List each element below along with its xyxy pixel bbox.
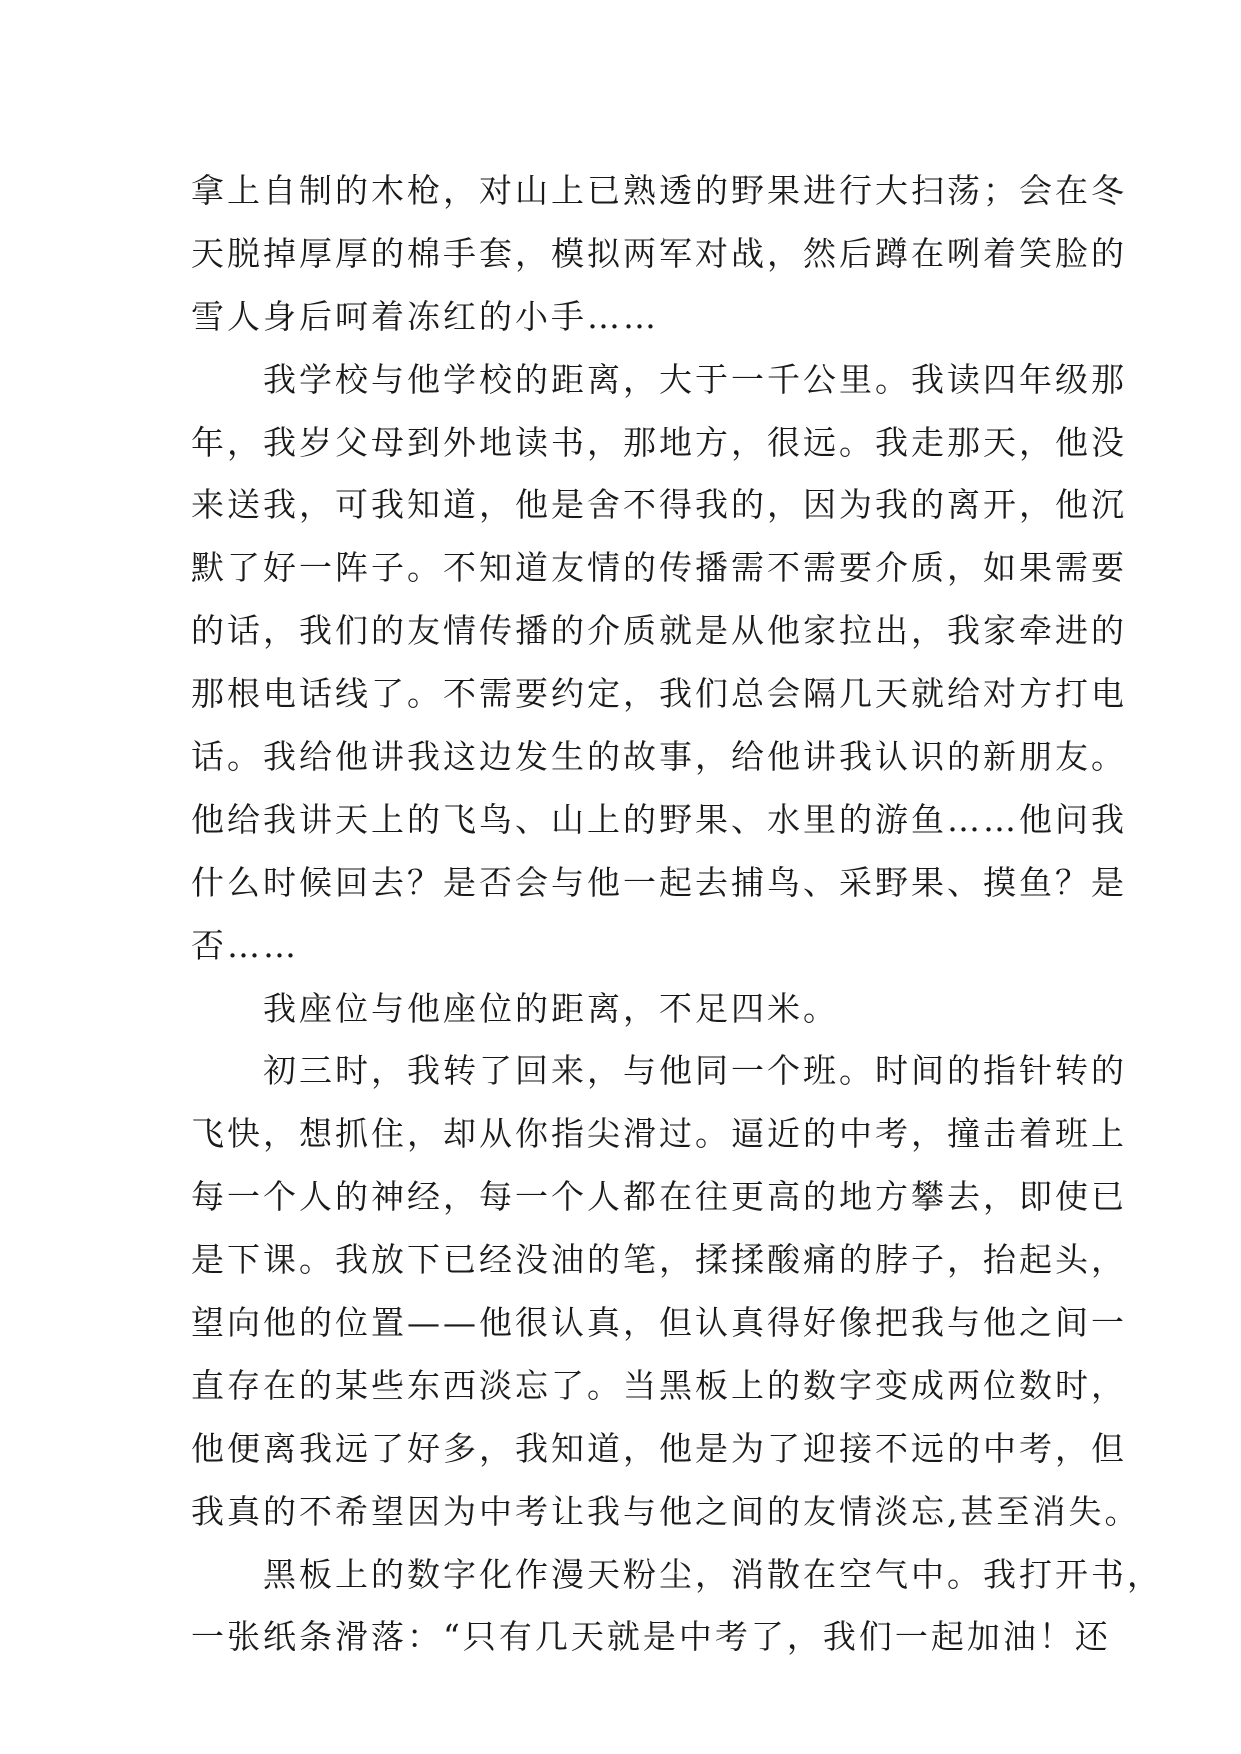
paragraph-first-line: 我座位与他座位的距离，不足四米。: [263, 988, 839, 1028]
text-line: 望向他的位置——他很认真，但认真得好像把我与他之间一: [191, 1303, 1127, 1343]
paragraph-first-line: 黑板上的数字化作漫天粉尘，消散在空气中。我打开书，: [263, 1554, 1163, 1594]
text-line: 什么时候回去？是否会与他一起去捕鸟、采野果、摸鱼？是: [191, 862, 1127, 902]
text-line: 是下课。我放下已经没油的笔，揉揉酸痛的脖子，抬起头，: [191, 1240, 1127, 1280]
text-line: 来送我，可我知道，他是舍不得我的，因为我的离开，他沉: [191, 485, 1127, 525]
text-line: 天脱掉厚厚的棉手套，模拟两军对战，然后蹲在咧着笑脸的: [191, 233, 1127, 273]
text-line: 我真的不希望因为中考让我与他之间的友情淡忘,甚至消失。: [191, 1491, 1141, 1531]
text-line: 一张纸条滑落：“只有几天就是中考了，我们一起加油！还: [191, 1617, 1111, 1657]
text-line: 话。我给他讲我这边发生的故事，给他讲我认识的新朋友。: [191, 737, 1127, 777]
text-line: 每一个人的神经，每一个人都在往更高的地方攀去，即使已: [191, 1177, 1127, 1217]
text-line: 他给我讲天上的飞鸟、山上的野果、水里的游鱼……他问我: [191, 799, 1127, 839]
text-line: 的话，我们的友情传播的介质就是从他家拉出，我家牵进的: [191, 611, 1127, 651]
paragraph-first-line: 我学校与他学校的距离，大于一千公里。我读四年级那: [263, 359, 1127, 399]
text-line: 默了好一阵子。不知道友情的传播需不需要介质，如果需要: [191, 548, 1127, 588]
text-line: 飞快，想抓住，却从你指尖滑过。逼近的中考，撞击着班上: [191, 1114, 1127, 1154]
text-line: 年，我岁父母到外地读书，那地方，很远。我走那天，他没: [191, 422, 1127, 462]
text-line: 他便离我远了好多，我知道，他是为了迎接不远的中考，但: [191, 1428, 1127, 1468]
text-line: 雪人身后呵着冻红的小手……: [191, 296, 659, 336]
text-line: 拿上自制的木枪，对山上已熟透的野果进行大扫荡；会在冬: [191, 171, 1127, 210]
essay-body: [191, 160, 1163, 1669]
text-line: 否……: [191, 925, 299, 965]
text-line: 直存在的某些东西淡忘了。当黑板上的数字变成两位数时，: [191, 1365, 1127, 1405]
text-line: 那根电话线了。不需要约定，我们总会隔几天就给对方打电: [191, 674, 1127, 714]
paragraph-first-line: 初三时，我转了回来，与他同一个班。时间的指针转的: [263, 1051, 1127, 1091]
